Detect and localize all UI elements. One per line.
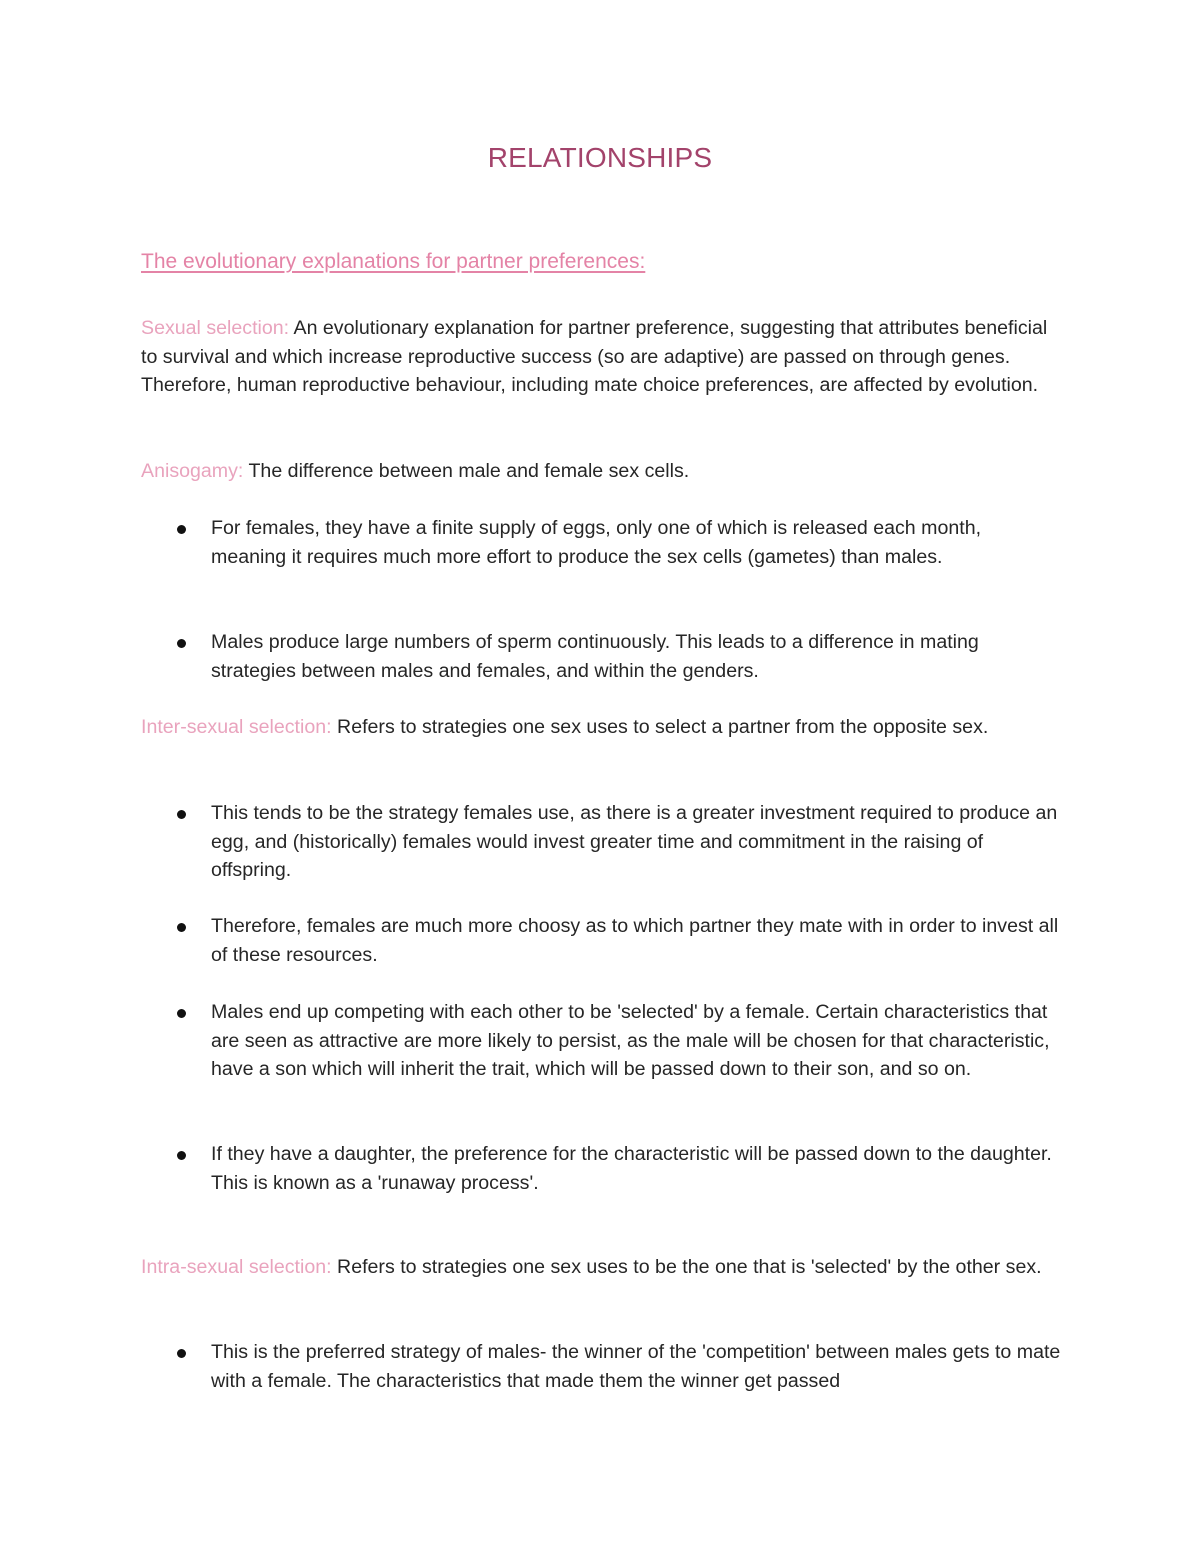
- section-heading: The evolutionary explanations for partner preferences:: [141, 250, 646, 273]
- page-title: RELATIONSHIPS: [487, 142, 713, 173]
- bullet-icon: [177, 1151, 186, 1160]
- list-item: [211, 799, 1061, 885]
- bullet-icon: [177, 923, 186, 932]
- intra-sexual-selection-term: Intra-sexual selection:: [141, 1256, 332, 1278]
- list-item-text: Males end up competing with each other to be 'selected' by a female. Certain characteristics that are seen as attractive are more likely to persist, as the male will be chosen for that characteristic, have a son which will inherit the trait, which will be passed down to their son, and so on.: [211, 1001, 1050, 1081]
- sexual-selection-term: Sexual selection:: [141, 317, 290, 339]
- list-item-text: This is the preferred strategy of males- the winner of the 'competition' between males gets to mate with a female. The characteristics that made them the winner get passed: [211, 1341, 1061, 1392]
- inter-sexual-selection-paragraph: [141, 713, 1061, 742]
- anisogamy-term: Anisogamy:: [141, 460, 244, 482]
- list-item: [211, 1140, 1061, 1197]
- list-item-text: This tends to be the strategy females use, as there is a greater investment required to produce an egg, and (historically) females would invest greater time and commitment in the raising of offspring.: [211, 802, 1058, 882]
- list-item-text: Males produce large numbers of sperm continuously. This leads to a difference in mating strategies between males and females, and within the genders.: [211, 631, 979, 682]
- list-item-text: Therefore, females are much more choosy as to which partner they mate with in order to invest all of these resources.: [211, 915, 1059, 966]
- list-item: [211, 628, 1061, 685]
- bullet-icon: [177, 639, 186, 648]
- bullet-icon: [177, 1349, 186, 1358]
- anisogamy-text: The difference between male and female sex cells.: [243, 460, 690, 482]
- list-item-text: For females, they have a finite supply of eggs, only one of which is released each month, meaning it requires much more effort to produce the sex cells (gametes) than males.: [211, 517, 982, 568]
- inter-sexual-selection-text: Refers to strategies one sex uses to select a partner from the opposite sex.: [331, 716, 989, 738]
- inter-sexual-selection-term: Inter-sexual selection:: [141, 716, 332, 738]
- list-item: [211, 998, 1061, 1084]
- list-item: [211, 912, 1061, 969]
- list-item: [211, 1338, 1061, 1395]
- bullet-icon: [177, 810, 186, 819]
- intra-sexual-selection-paragraph: [141, 1253, 1061, 1282]
- sexual-selection-paragraph: [141, 314, 1061, 400]
- bullet-icon: [177, 525, 186, 534]
- intra-sexual-selection-text: Refers to strategies one sex uses to be the one that is 'selected' by the other sex.: [331, 1256, 1042, 1278]
- anisogamy-paragraph: [141, 457, 1061, 486]
- sexual-selection-text: An evolutionary explanation for partner preference, suggesting that attributes beneficial to survival and which increase reproductive success (so are adaptive) are passed on through genes. Therefore, human reproductive behaviour, including mate choice preferences, are affected by evolution.: [141, 317, 1048, 397]
- list-item-text: If they have a daughter, the preference for the characteristic will be passed down to the daughter. This is known as a 'runaway process'.: [211, 1143, 1052, 1194]
- bullet-icon: [177, 1009, 186, 1018]
- list-item: [211, 514, 1061, 571]
